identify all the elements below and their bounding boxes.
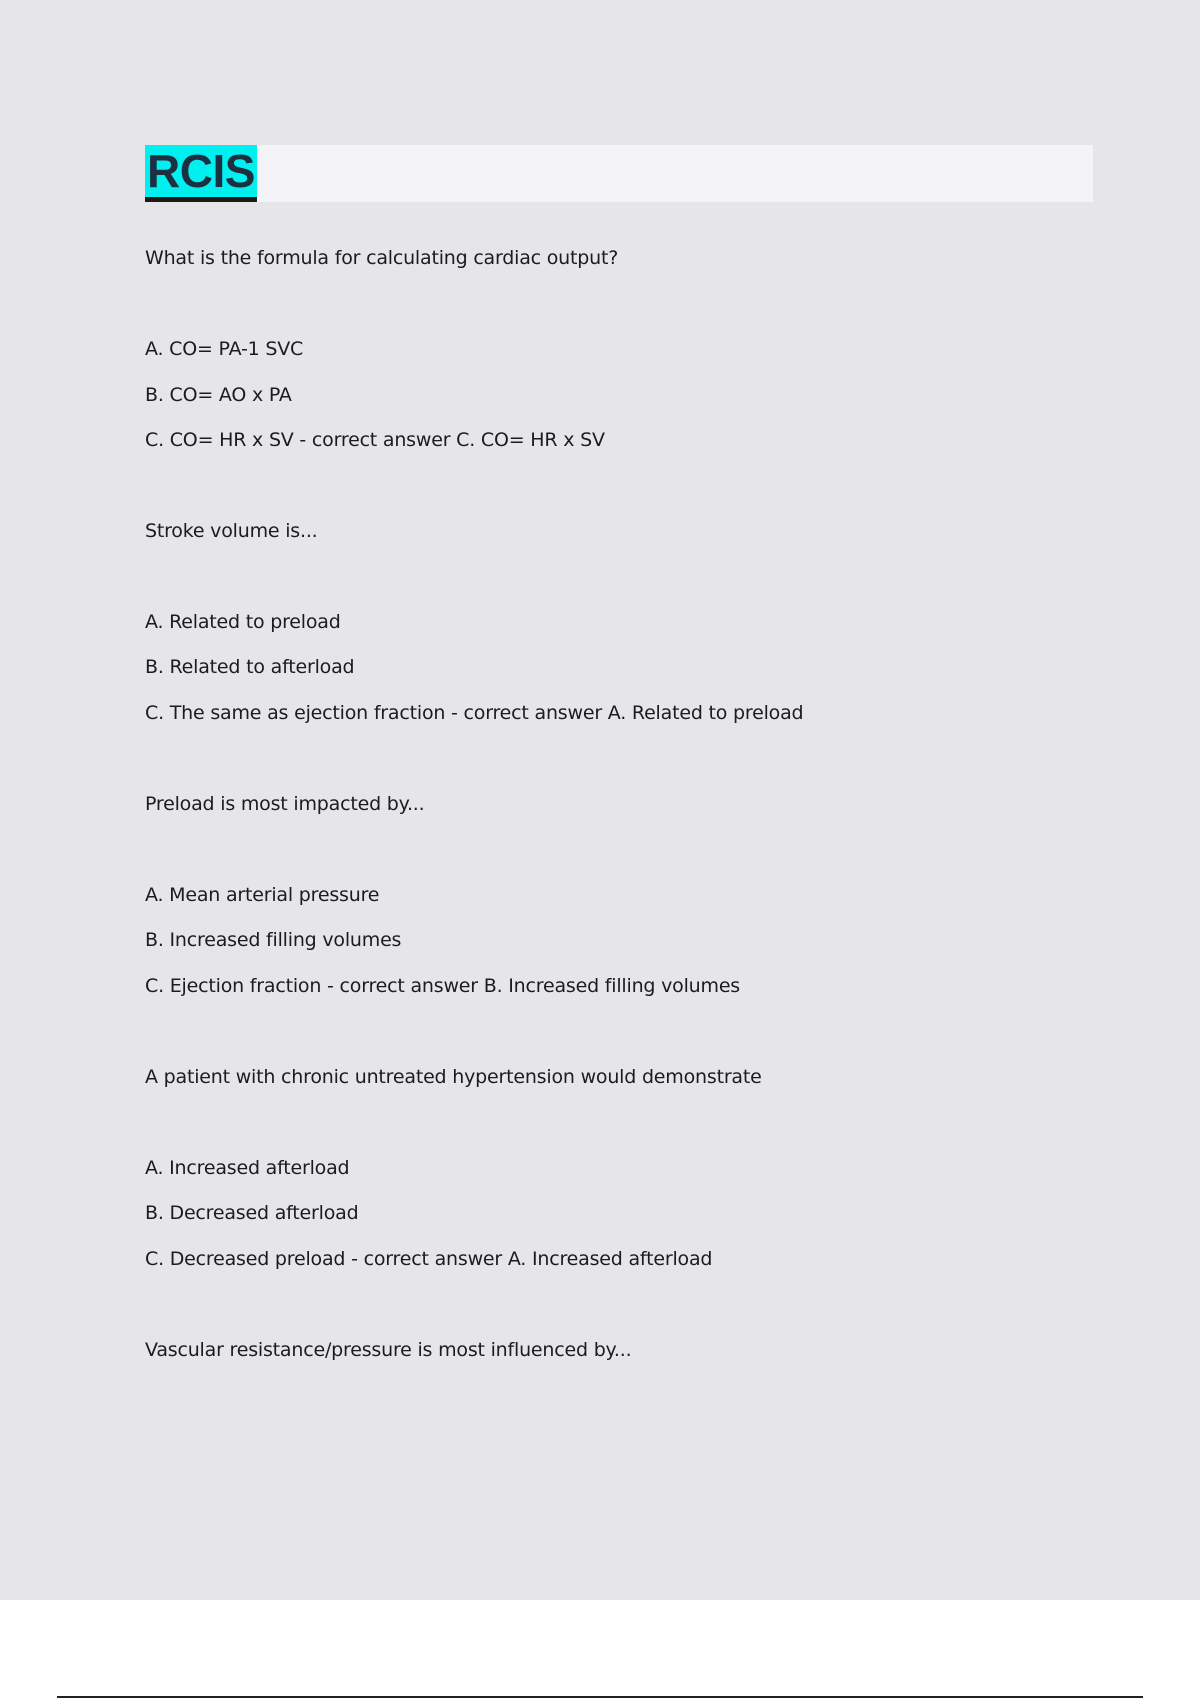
title-bar [145, 145, 1093, 202]
answer-option: B. Decreased afterload [145, 1202, 359, 1224]
question-prompt: Stroke volume is... [145, 520, 318, 542]
question-prompt: A patient with chronic untreated hypertension would demonstrate [145, 1066, 762, 1088]
question-prompt: Vascular resistance/pressure is most influenced by... [145, 1339, 632, 1361]
answer-option: B. CO= AO x PA [145, 384, 292, 406]
question-prompt: Preload is most impacted by... [145, 793, 425, 815]
answer-option: C. Ejection fraction - correct answer B. Increased filling volumes [145, 975, 741, 997]
answer-option: A. Related to preload [145, 611, 341, 633]
answer-option: C. CO= HR x SV - correct answer C. CO= HR x SV [145, 429, 605, 451]
answer-option: B. Related to afterload [145, 656, 355, 678]
footer-divider [57, 1696, 1143, 1698]
question-prompt: What is the formula for calculating cardiac output? [145, 247, 619, 269]
answer-option: A. CO= PA-1 SVC [145, 338, 304, 360]
answer-option: C. The same as ejection fraction - correct answer A. Related to preload [145, 702, 804, 724]
answer-option: B. Increased filling volumes [145, 929, 402, 951]
answer-option: A. Mean arterial pressure [145, 884, 380, 906]
answer-option: C. Decreased preload - correct answer A. Increased afterload [145, 1248, 713, 1270]
document-title: RCIS [145, 145, 257, 202]
answer-option: A. Increased afterload [145, 1157, 350, 1179]
